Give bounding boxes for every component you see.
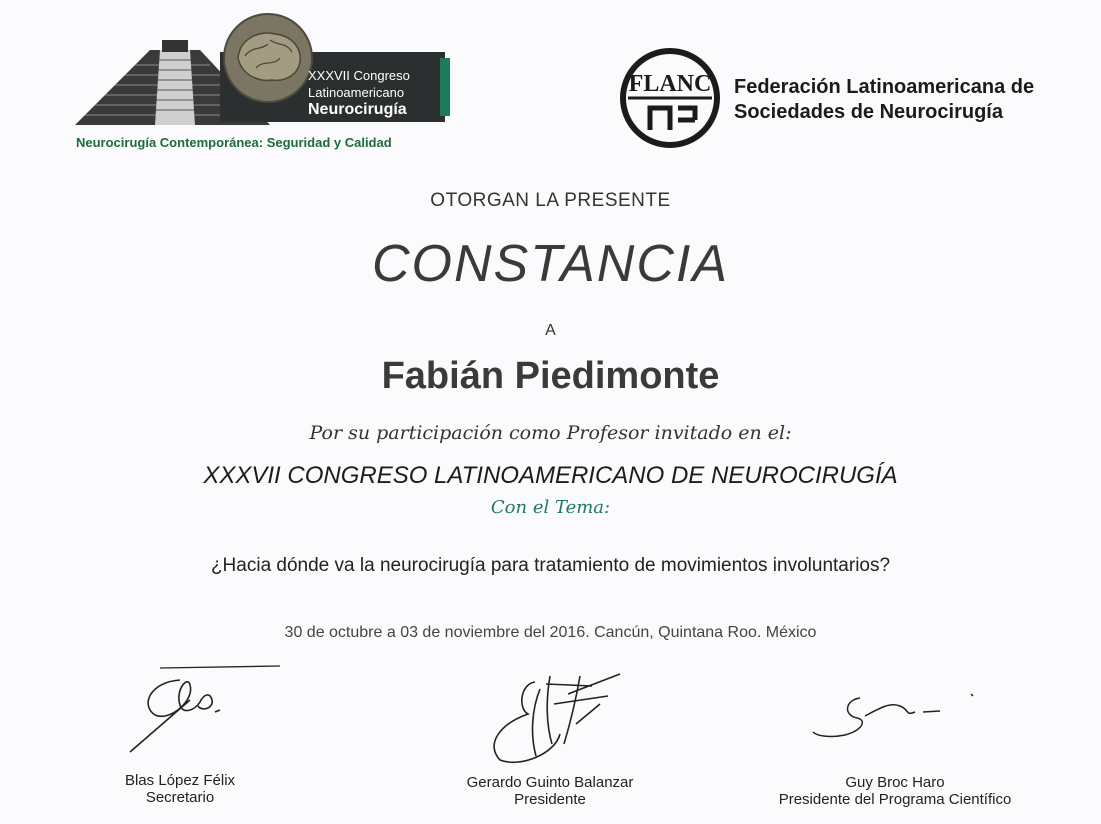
signatory-3-role: Presidente del Programa Científico — [778, 791, 1012, 808]
emblem-text: FLANC — [628, 71, 712, 97]
signatory-2-role: Presidente — [514, 791, 586, 808]
signature-2-icon — [480, 664, 640, 774]
participation-text: Por su participación como Profesor invitado en el: — [309, 422, 792, 444]
federation-logo — [620, 48, 1060, 148]
signatory-3-name: Guy Broc Haro — [845, 774, 945, 791]
logo-line-1: XXXVII Congreso — [308, 68, 410, 83]
flanc-emblem-icon — [620, 48, 720, 148]
logo-tagline: Neurocirugía Contemporánea: Seguridad y Calidad — [76, 135, 392, 150]
date-place: 30 de octubre a 03 de noviembre del 2016. Cancún, Quintana Roo. México — [284, 624, 817, 641]
congress-logo — [70, 10, 460, 160]
logo-line-3: Neurocirugía — [308, 101, 407, 118]
certificate-title: CONSTANCIA — [371, 235, 730, 293]
signatory-2-name: Gerardo Guinto Balanzar — [466, 774, 634, 791]
topic-label: Con el Tema: — [490, 497, 611, 518]
logo-line-2: Latinoamericano — [308, 85, 405, 100]
signature-1-icon — [120, 660, 290, 760]
recipient-name: Fabián Piedimonte — [381, 355, 720, 397]
heading: OTORGAN LA PRESENTE — [430, 190, 671, 211]
to-label: A — [545, 322, 556, 339]
signatory-1-name: Blas López Félix — [124, 772, 236, 789]
signatory-1 — [60, 772, 300, 806]
event-name: XXXVII CONGRESO LATINOAMERICANO DE NEUROCIRUGÍA — [203, 462, 898, 489]
federation-name-line-1: Federación Latinoamericana de — [734, 76, 1035, 98]
signatory-1-role: Secretario — [145, 789, 215, 806]
topic-text: ¿Hacia dónde va la neurocirugía para tratamiento de movimientos involuntarios? — [210, 555, 891, 576]
signatory-3 — [740, 774, 1050, 808]
signatory-2 — [420, 774, 680, 808]
federation-name-line-2: Sociedades de Neurocirugía — [734, 101, 1003, 123]
signature-3-icon — [805, 690, 985, 750]
